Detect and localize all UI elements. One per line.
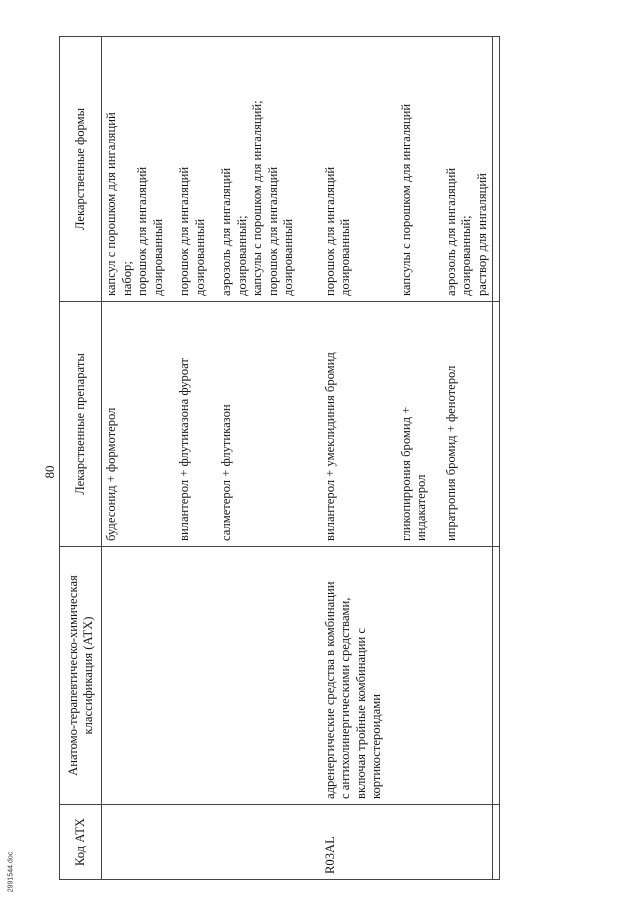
rotated-page bbox=[59, 37, 629, 880]
spacer-cell bbox=[387, 805, 397, 880]
cell-code bbox=[397, 805, 432, 880]
table-row bbox=[175, 37, 210, 880]
cell-drugs-line: салметерол + флутиказон bbox=[219, 404, 233, 541]
cell-atc bbox=[217, 547, 299, 805]
cell-forms-line: раствор для ингаляций bbox=[474, 173, 489, 296]
spacer-cell bbox=[299, 37, 321, 302]
spacer-cell bbox=[493, 37, 500, 302]
cell-atc bbox=[397, 547, 432, 805]
cell-code bbox=[442, 805, 493, 880]
cell-forms-line: капсулы с порошком для ингаляций; bbox=[250, 100, 264, 296]
cell-forms-line: капсул с порошком для ингаляций bbox=[104, 112, 118, 296]
table-row bbox=[442, 37, 493, 880]
header-code: Код АТХ bbox=[60, 805, 102, 880]
page-number: 80 bbox=[42, 465, 57, 479]
spacer-cell bbox=[387, 547, 397, 805]
cell-forms bbox=[321, 37, 387, 302]
cell-forms-line: порошок для ингаляций bbox=[135, 166, 149, 296]
table-header-row bbox=[60, 37, 102, 880]
cell-drugs bbox=[175, 302, 210, 547]
cell-drugs-line: будесонид + формотерол bbox=[104, 407, 118, 541]
cell-forms bbox=[217, 37, 299, 302]
spacer-cell bbox=[387, 37, 397, 302]
spacer-cell bbox=[432, 547, 442, 805]
row-spacer bbox=[493, 37, 500, 880]
spacer-cell bbox=[210, 805, 217, 880]
spacer-cell bbox=[168, 805, 175, 880]
row-spacer bbox=[168, 37, 175, 880]
header-atc: Анатомо-терапевтическо-химическая классификация (АТХ) bbox=[60, 547, 102, 805]
cell-forms bbox=[175, 37, 210, 302]
cell-forms-line: порошок для ингаляций bbox=[265, 166, 280, 296]
spacer-cell bbox=[493, 302, 500, 547]
cell-forms bbox=[442, 37, 493, 302]
footer-filename: 2991544.doc bbox=[7, 851, 15, 893]
cell-forms-line: капсулы с порошком для ингаляций bbox=[398, 103, 413, 296]
table-row bbox=[217, 37, 299, 880]
header-drugs: Лекарственные препараты bbox=[60, 302, 102, 547]
cell-drugs bbox=[321, 302, 387, 547]
spacer-cell bbox=[168, 302, 175, 547]
spacer-cell bbox=[210, 302, 217, 547]
cell-atc bbox=[442, 547, 493, 805]
spacer-cell bbox=[168, 547, 175, 805]
row-spacer bbox=[210, 37, 217, 880]
cell-drugs-line: вилантерол + умеклидиния бромид bbox=[322, 352, 337, 541]
header-forms: Лекарственные формы bbox=[60, 37, 102, 302]
spacer-cell bbox=[210, 547, 217, 805]
cell-atc bbox=[321, 547, 387, 805]
cell-atc bbox=[175, 547, 210, 805]
cell-forms-line: дозированный; bbox=[459, 215, 473, 296]
cell-code bbox=[175, 805, 210, 880]
cell-drugs-line: ипратропия бромид + фенотерол bbox=[443, 365, 458, 541]
cell-code bbox=[217, 805, 299, 880]
spacer-cell bbox=[168, 37, 175, 302]
spacer-cell bbox=[432, 302, 442, 547]
cell-forms bbox=[102, 37, 169, 302]
cell-forms bbox=[397, 37, 432, 302]
spacer-cell bbox=[299, 302, 321, 547]
cell-drugs bbox=[442, 302, 493, 547]
spacer-cell bbox=[299, 547, 321, 805]
spacer-cell bbox=[493, 547, 500, 805]
cell-atc-line: с антихолинергическими средствами, bbox=[338, 597, 352, 799]
row-spacer bbox=[387, 37, 397, 880]
row-spacer bbox=[432, 37, 442, 880]
cell-drugs-line: индакатерол bbox=[414, 474, 428, 541]
table-row bbox=[102, 37, 169, 880]
cell-forms-line: дозированный bbox=[281, 218, 295, 296]
cell-forms-line: дозированный bbox=[150, 218, 165, 296]
cell-drugs bbox=[102, 302, 169, 547]
cell-drugs bbox=[397, 302, 432, 547]
cell-forms-line: аэрозоль для ингаляций bbox=[219, 167, 233, 296]
cell-drugs-line: гликопиррония бромид + bbox=[398, 406, 413, 541]
atc-drug-table bbox=[59, 36, 500, 880]
table-row bbox=[321, 37, 387, 880]
cell-atc bbox=[102, 547, 169, 805]
cell-forms-line: набор; bbox=[119, 261, 134, 296]
spacer-cell bbox=[432, 805, 442, 880]
table-row bbox=[397, 37, 432, 880]
cell-atc-line: адренергические средства в комбинации bbox=[322, 581, 337, 799]
spacer-cell bbox=[299, 805, 321, 880]
spacer-cell bbox=[432, 37, 442, 302]
cell-forms-line: порошок для ингаляций bbox=[322, 166, 337, 296]
cell-forms-line: дозированный bbox=[192, 218, 207, 296]
row-spacer bbox=[299, 37, 321, 880]
cell-code bbox=[102, 805, 169, 880]
cell-drugs bbox=[217, 302, 299, 547]
cell-code: R03AL bbox=[321, 805, 387, 880]
cell-forms-line: аэрозоль для ингаляций bbox=[443, 167, 458, 296]
cell-forms-line: дозированный bbox=[338, 218, 352, 296]
cell-atc-line: кортикостероидами bbox=[369, 694, 383, 799]
cell-forms-line: дозированный; bbox=[234, 215, 249, 296]
cell-atc-line: включая тройные комбинации с bbox=[353, 627, 368, 799]
spacer-cell bbox=[210, 37, 217, 302]
spacer-cell bbox=[493, 805, 500, 880]
spacer-cell bbox=[387, 302, 397, 547]
cell-drugs-line: вилантерол + флутиказона фуроат bbox=[177, 358, 191, 541]
table-body bbox=[102, 37, 500, 880]
cell-forms-line: порошок для ингаляций bbox=[177, 166, 191, 296]
